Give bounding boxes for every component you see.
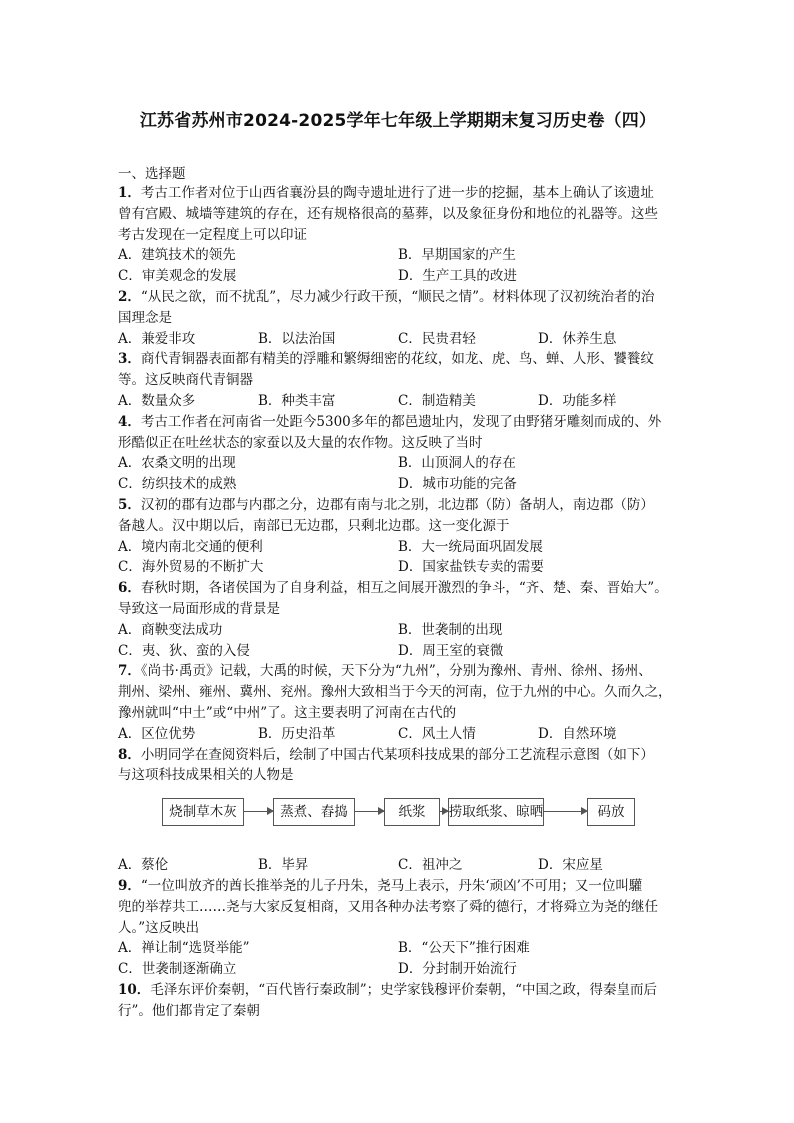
question-text: 形酷似正在吐丝状态的家蚕以及大量的农作物。这反映了当时 [118,434,483,451]
flow-step-2: 蒸煮、舂捣 [273,798,355,826]
question-number: 2． [118,288,141,305]
option-b[interactable]: B．世袭制的出现 [398,621,503,638]
page-title: 江苏省苏州市2024-2025学年七年级上学期期末复习历史卷（四） [139,111,657,131]
option-a[interactable]: A．蔡伦 [118,857,169,874]
question-text: 兜的举荐共工……尧与大家反复相商，又用各种办法考察了舜的德行，才将舜立为尧的继任 [118,898,658,915]
question-number: 5． [118,496,141,513]
question-text: 毛泽东评价秦朝，“百代皆行秦政制”；史学家钱穆评价秦朝，“中国之政，得秦皇而后 [150,981,658,998]
option-a[interactable]: A．商鞅变法成功 [118,621,223,638]
option-a[interactable]: A．农桑文明的出现 [118,455,236,472]
question-7 [118,661,678,744]
option-c[interactable]: C．风土人情 [398,725,476,742]
question-text: 商代青铜器表面都有精美的浮雕和繁缛细密的花纹，如龙、虎、鸟、蝉、人形、饕餮纹 [140,351,654,368]
option-b[interactable]: B．毕昇 [258,857,309,874]
option-b[interactable]: B．大一统局面巩固发展 [398,538,543,555]
question-9 [118,876,678,980]
question-6 [118,578,678,661]
question-number: 3． [118,351,141,368]
option-b[interactable]: B．“公天下”推行困难 [398,940,530,957]
question-text: 人。”这反映出 [118,919,200,936]
question-3 [118,349,678,411]
question-text: 导致这一局面形成的背景是 [118,600,280,617]
option-c[interactable]: C．审美观念的发展 [118,268,237,285]
flow-step-5: 码放 [587,798,635,826]
option-a[interactable]: A．禅让制“选贤举能” [118,940,250,957]
question-10 [118,980,678,1022]
question-text: 汉初的郡有边郡与内郡之分，边郡有南与北之别，北边郡（防）备胡人，南边郡（防） [140,496,654,513]
process-flow-diagram [118,792,678,852]
question-text: “从民之欲，而不扰乱”，尽力减少行政干预，“顺民之情”。材料体现了汉初统治者的治 [140,288,655,305]
option-d[interactable]: D．休养生息 [538,330,617,347]
arrow-right-icon [543,811,587,812]
option-a[interactable]: A．兼爱非攻 [118,330,196,347]
arrow-right-icon [243,811,273,812]
option-d[interactable]: D．宋应星 [538,857,603,874]
option-c[interactable]: C．海外贸易的不断扩大 [118,559,264,576]
option-a[interactable]: A．境内南北交通的便利 [118,538,263,555]
option-a[interactable]: A．建筑技术的领先 [118,247,236,264]
option-c[interactable]: C．纺织技术的成熟 [118,476,237,493]
flow-step-1: 烧制草木灰 [162,798,244,826]
question-text: 荆州、梁州、雍州、冀州、兖州。豫州大致相当于今天的河南，位于九州的中心。久而久之， [118,684,672,701]
option-c[interactable]: C．夷、狄、蛮的入侵 [118,642,250,659]
question-text: 国理念是 [118,309,172,326]
question-text: 考古工作者对位于山西省襄汾县的陶寺遗址进行了进一步的挖掘，基本上确认了该遗址 [140,185,654,201]
question-number: 9． [118,877,141,894]
flow-step-3: 纸浆 [384,798,440,826]
question-text: 考古发现在一定程度上可以印证 [118,226,307,243]
option-b[interactable]: B．山顶洞人的存在 [398,455,516,472]
option-c[interactable]: C．民贵君轻 [398,330,476,347]
option-d[interactable]: D．功能多样 [538,392,617,409]
question-5 [118,495,678,578]
question-number: 1． [118,185,141,201]
question-text: 行”。他们都肯定了秦朝 [118,1002,260,1019]
option-c[interactable]: C．世袭制逐渐确立 [118,961,237,978]
arrow-right-icon [354,811,384,812]
option-b[interactable]: B．以法治国 [258,330,336,347]
question-text: “一位叫放齐的酋长推举尧的儿子丹朱，尧马上表示，丹朱‘顽凶’不可用；又一位叫驩 [140,877,643,894]
option-b[interactable]: B．种类丰富 [258,392,336,409]
option-a[interactable]: A．区位优势 [118,725,196,742]
question-text: 《尚书·禹贡》记载，大禹的时候，天下分为“九州”，分别为豫州、青州、徐州、扬州、 [140,663,652,680]
option-b[interactable]: B．历史沿革 [258,725,336,742]
question-number: 7． [118,663,141,680]
question-text: 与这项科技成果相关的人物是 [118,767,294,784]
option-c[interactable]: C．制造精美 [398,392,476,409]
question-list [118,183,678,1021]
option-b[interactable]: B．早期国家的产生 [398,247,516,264]
question-text: 考古工作者在河南省一处距今5300多年的都邑遗址内，发现了由野猪牙雕刻而成的、外 [140,413,662,430]
question-text: 小明同学在查阅资料后，绘制了中国古代某项科技成果的部分工艺流程示意图（如下） [140,746,654,763]
question-number: 8． [118,746,141,763]
question-2 [118,287,678,349]
arrow-right-icon [439,811,448,812]
option-d[interactable]: D．国家盐铁专卖的需要 [398,559,544,576]
option-d[interactable]: D．生产工具的改进 [398,268,517,285]
question-8 [118,745,678,876]
question-text: 备越人。汉中期以后，南部已无边郡，只剩北边郡。这一变化源于 [118,517,510,534]
question-text: 春秋时期，各诸侯国为了自身利益，相互之间展开激烈的争斗，“齐、楚、秦、晋始大”。 [140,580,668,597]
option-d[interactable]: D．自然环境 [538,725,617,742]
question-number: 4． [118,413,141,430]
question-text: 曾有宫殿、城墙等建筑的存在，还有规格很高的墓葬，以及象征身份和地位的礼器等。这些 [118,205,658,222]
question-text: 等。这反映商代青铜器 [118,372,253,389]
option-d[interactable]: D．分封制开始流行 [398,961,517,978]
question-text: 豫州就叫“中土”或“中州”了。这主要表明了河南在古代的 [118,704,457,721]
option-a[interactable]: A．数量众多 [118,392,196,409]
question-number: 6． [118,580,141,597]
question-number: 10． [118,981,151,998]
section-heading: 一、选择题 [118,166,186,182]
question-1 [118,183,678,287]
option-c[interactable]: C．祖冲之 [398,857,463,874]
option-d[interactable]: D．周王室的衰微 [398,642,504,659]
question-4 [118,412,678,495]
option-d[interactable]: D．城市功能的完备 [398,476,517,493]
flow-step-4: 捞取纸浆、晾晒 [448,798,544,826]
